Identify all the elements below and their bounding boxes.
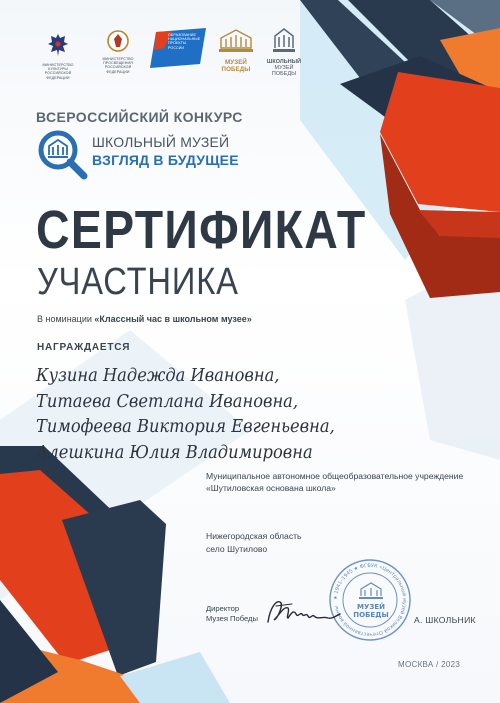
- contest-logo: [36, 128, 266, 180]
- recipient-name: Кузина Надежда Ивановна,: [36, 366, 280, 386]
- school-museum-caption-1: ШКОЛЬНЫЙ: [266, 59, 302, 65]
- ministry-education-caption-3: РОССИЙСКОЙ: [104, 65, 132, 70]
- organization-block: [206, 470, 463, 494]
- national-projects-caption-2: НАЦИОНАЛЬНЫЕ: [168, 37, 201, 42]
- school-museum-caption-2: МУЗЕЙ: [274, 65, 294, 71]
- recipient-name: Тимофеева Виктория Евгеньевна,: [36, 417, 335, 437]
- ministry-culture-caption-1: МИНИСТЕРСТВО КУЛЬТУРЫ: [42, 63, 74, 72]
- contest-line-1: ШКОЛЬНЫЙ МУЗЕЙ: [92, 134, 230, 150]
- contest-line-2: ВЗГЛЯД В БУДУЩЕЕ: [92, 152, 239, 168]
- certificate-title: СЕРТИФИКАТ: [36, 200, 367, 260]
- director-name: А. ШКОЛЬНИК: [414, 615, 476, 625]
- director-title-line-2: Музея Победы: [206, 614, 258, 623]
- national-projects-caption-3: ПРОЕКТЫ: [168, 41, 187, 46]
- ministry-education-caption-2: ПРОСВЕЩЕНИЯ: [103, 61, 133, 66]
- director-title: [206, 604, 258, 624]
- stamp-ring-text: ★ 1941–1945 ★ ФГБУК «Центральный музей Великой Отечественной войны: [332, 562, 408, 638]
- ministry-culture-caption-2: РОССИЙСКОЙ ФЕДЕРАЦИИ: [44, 71, 72, 80]
- ministry-education-caption-1: МИНИСТЕРСТВО: [102, 57, 134, 61]
- school-museum-victory-logo: [264, 26, 304, 77]
- recipient-name: Титаева Светлана Ивановна,: [36, 391, 299, 412]
- region-line-1: Нижегородская область: [206, 531, 302, 541]
- museum-building-icon: [217, 28, 255, 54]
- awarded-label: НАГРАЖДАЕТСЯ: [37, 342, 131, 353]
- museum-victory-logo: [216, 28, 256, 73]
- recipient-name: Алешкина Юлия Владимировна: [36, 442, 313, 463]
- school-museum-caption-3: ПОБЕДЫ: [271, 71, 297, 77]
- museum-victory-caption-2: ПОБЕДЫ: [221, 66, 251, 73]
- stamp-center-line-1: МУЗЕЙ: [357, 603, 385, 611]
- nomination-line: [37, 314, 252, 324]
- organization-line-1: Муниципальное автономное общеобразовательное учреждение: [206, 471, 464, 481]
- magnifier-museum-icon: [36, 128, 92, 180]
- contest-title: ВСЕРОССИЙСКИЙ КОНКУРС: [36, 109, 243, 125]
- school-museum-building-icon: [270, 26, 298, 54]
- ministry-education-logo: [98, 30, 138, 74]
- region-line-2: село Шутилово: [206, 544, 268, 554]
- organization-line-2: «Шутиловская основана школа»: [206, 483, 336, 493]
- logo-row: [38, 26, 308, 96]
- director-title-line-1: Директор: [206, 604, 240, 613]
- nomination-name: «Классный час в школьном музее»: [94, 314, 252, 324]
- footer-city-year: МОСКВА / 2023: [398, 660, 461, 669]
- nomination-prefix: В номинации: [37, 314, 92, 324]
- education-emblem-icon: [107, 30, 129, 52]
- certificate-subtitle: УЧАСТНИКА: [37, 261, 239, 303]
- stamp-building-icon: [359, 583, 383, 599]
- director-signature: [262, 594, 342, 630]
- ministry-culture-logo: [38, 32, 78, 80]
- national-projects-logo: [150, 28, 208, 68]
- national-projects-caption-1: ОБРАЗОВАНИЕ: [168, 33, 196, 37]
- region-block: [206, 530, 302, 556]
- recipient-list: [36, 364, 366, 466]
- double-eagle-icon: [47, 32, 69, 58]
- ministry-education-caption-4: ФЕДЕРАЦИИ: [106, 69, 130, 74]
- national-projects-caption-4: РОССИИ: [168, 45, 185, 50]
- museum-victory-caption-1: МУЗЕЙ: [225, 59, 247, 66]
- stamp-center-line-2: ПОБЕДЫ: [353, 611, 389, 619]
